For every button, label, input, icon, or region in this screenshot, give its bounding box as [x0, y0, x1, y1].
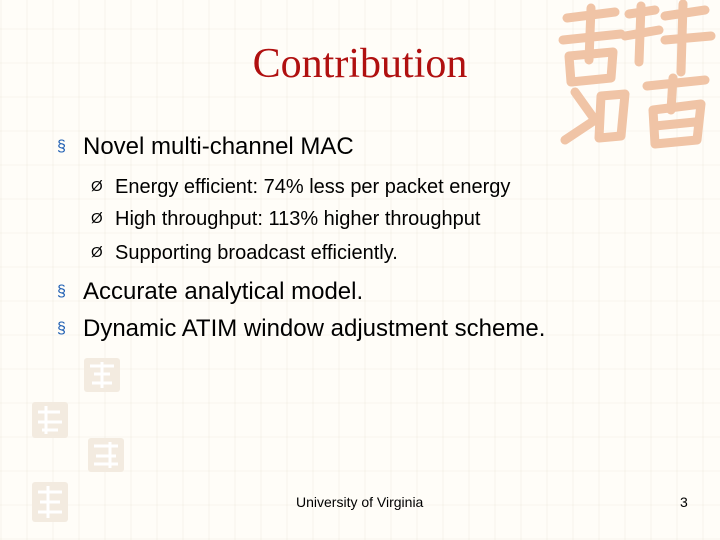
arrow-marker-icon: Ø — [91, 244, 103, 261]
seal-stamp-icon — [30, 400, 70, 440]
bullet-marker-icon: § — [57, 138, 66, 155]
bullet-marker-icon: § — [57, 320, 66, 337]
sub-bullet-text: Supporting broadcast efficiently. — [115, 242, 398, 264]
sub-bullet-text: Energy efficient: 74% less per packet energy — [115, 176, 511, 198]
page-number: 3 — [680, 494, 688, 510]
arrow-marker-icon: Ø — [91, 210, 103, 227]
seal-stamp-icon — [82, 356, 122, 394]
bullet-marker-icon: § — [57, 283, 66, 300]
sub-bullet-text: High throughput: 113% higher throughput — [115, 208, 481, 230]
arrow-marker-icon: Ø — [91, 178, 103, 195]
bullet-text: Accurate analytical model. — [83, 278, 364, 305]
bullet-text: Novel multi-channel MAC — [83, 133, 354, 160]
slide-title: Contribution — [252, 41, 468, 87]
slide-footer: University of Virginia — [296, 494, 424, 510]
bullet-text: Dynamic ATIM window adjustment scheme. — [83, 315, 546, 342]
seal-stamp-icon — [86, 436, 126, 474]
seal-stamp-icon — [30, 480, 70, 524]
